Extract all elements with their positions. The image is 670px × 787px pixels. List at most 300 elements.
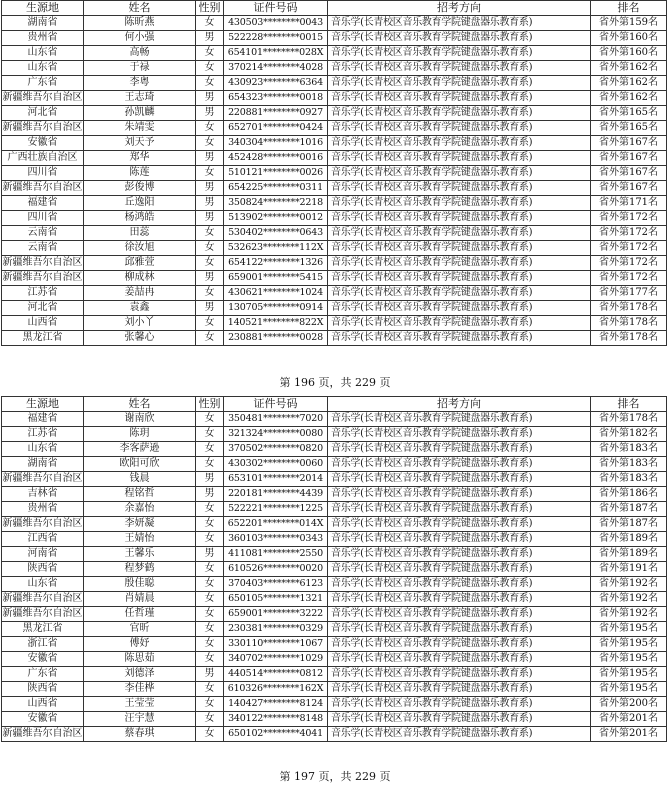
table-row <box>2 316 667 331</box>
cell-id-number: 330110********1067 <box>224 637 328 652</box>
cell-name: 丘逸阳 <box>84 196 196 211</box>
cell-name: 肖婧晨 <box>84 592 196 607</box>
cell-gender: 女 <box>196 16 224 31</box>
cell-id-number: 452428********0016 <box>224 151 328 166</box>
cell-direction: 音乐学(长青校区音乐教育学院键盘器乐教育系) <box>328 637 591 652</box>
column-header-name: 姓名 <box>84 397 196 412</box>
cell-gender: 男 <box>196 31 224 46</box>
cell-gender: 女 <box>196 562 224 577</box>
cell-direction: 音乐学(长青校区音乐教育学院键盘器乐教育系) <box>328 622 591 637</box>
cell-origin: 陕西省 <box>2 682 84 697</box>
table-row <box>2 547 667 562</box>
cell-origin: 山东省 <box>2 61 84 76</box>
cell-rank: 省外第172名 <box>591 226 667 241</box>
table-row <box>2 76 667 91</box>
cell-id-number: 659001********5415 <box>224 271 328 286</box>
cell-name: 朱靖雯 <box>84 121 196 136</box>
table-row <box>2 136 667 151</box>
cell-id-number: 659001********3222 <box>224 607 328 622</box>
cell-name: 任哲瑾 <box>84 607 196 622</box>
cell-name: 李妍凝 <box>84 517 196 532</box>
table-row <box>2 562 667 577</box>
page-196 <box>0 0 670 346</box>
cell-rank: 省外第189名 <box>591 532 667 547</box>
table-row <box>2 181 667 196</box>
cell-origin: 山西省 <box>2 697 84 712</box>
cell-name: 高畅 <box>84 46 196 61</box>
cell-gender: 女 <box>196 46 224 61</box>
cell-origin: 新疆维吾尔自治区 <box>2 517 84 532</box>
cell-rank: 省外第200名 <box>591 697 667 712</box>
cell-gender: 男 <box>196 181 224 196</box>
cell-direction: 音乐学(长青校区音乐教育学院键盘器乐教育系) <box>328 166 591 181</box>
table-row <box>2 532 667 547</box>
table-row <box>2 457 667 472</box>
cell-direction: 音乐学(长青校区音乐教育学院键盘器乐教育系) <box>328 151 591 166</box>
cell-rank: 省外第186名 <box>591 487 667 502</box>
cell-id-number: 430923********6364 <box>224 76 328 91</box>
cell-origin: 江苏省 <box>2 427 84 442</box>
table-row <box>2 121 667 136</box>
cell-rank: 省外第160名 <box>591 31 667 46</box>
cell-direction: 音乐学(长青校区音乐教育学院键盘器乐教育系) <box>328 592 591 607</box>
cell-id-number: 522221********1225 <box>224 502 328 517</box>
cell-origin: 福建省 <box>2 196 84 211</box>
cell-gender: 女 <box>196 427 224 442</box>
cell-direction: 音乐学(长青校区音乐教育学院键盘器乐教育系) <box>328 76 591 91</box>
page-197 <box>0 396 670 742</box>
cell-rank: 省外第192名 <box>591 577 667 592</box>
table-row <box>2 517 667 532</box>
cell-name: 袁鑫 <box>84 301 196 316</box>
cell-direction: 音乐学(长青校区音乐教育学院键盘器乐教育系) <box>328 607 591 622</box>
cell-name: 王志琦 <box>84 91 196 106</box>
cell-id-number: 430621********1024 <box>224 286 328 301</box>
cell-id-number: 350481********7020 <box>224 412 328 427</box>
cell-gender: 女 <box>196 517 224 532</box>
cell-origin: 河南省 <box>2 547 84 562</box>
cell-origin: 四川省 <box>2 211 84 226</box>
cell-direction: 音乐学(长青校区音乐教育学院键盘器乐教育系) <box>328 31 591 46</box>
table-row <box>2 46 667 61</box>
cell-name: 李佳桦 <box>84 682 196 697</box>
table-row <box>2 256 667 271</box>
cell-name: 郑华 <box>84 151 196 166</box>
cell-direction: 音乐学(长青校区音乐教育学院键盘器乐教育系) <box>328 427 591 442</box>
cell-rank: 省外第192名 <box>591 592 667 607</box>
cell-origin: 河北省 <box>2 106 84 121</box>
cell-name: 王婧怡 <box>84 532 196 547</box>
cell-id-number: 370502********0820 <box>224 442 328 457</box>
cell-rank: 省外第159名 <box>591 16 667 31</box>
cell-gender: 女 <box>196 457 224 472</box>
table-row <box>2 502 667 517</box>
cell-name: 余嘉怡 <box>84 502 196 517</box>
cell-id-number: 532623********112X <box>224 241 328 256</box>
cell-rank: 省外第192名 <box>591 607 667 622</box>
cell-name: 欧阳可欣 <box>84 457 196 472</box>
cell-name: 陈思茹 <box>84 652 196 667</box>
cell-gender: 女 <box>196 61 224 76</box>
cell-origin: 广东省 <box>2 76 84 91</box>
cell-gender: 女 <box>196 412 224 427</box>
cell-id-number: 654323********0018 <box>224 91 328 106</box>
cell-rank: 省外第187名 <box>591 517 667 532</box>
cell-direction: 音乐学(长青校区音乐教育学院键盘器乐教育系) <box>328 46 591 61</box>
cell-name: 姜喆冉 <box>84 286 196 301</box>
cell-name: 钱晨 <box>84 472 196 487</box>
cell-rank: 省外第167名 <box>591 166 667 181</box>
cell-gender: 男 <box>196 301 224 316</box>
cell-rank: 省外第183名 <box>591 442 667 457</box>
cell-direction: 音乐学(长青校区音乐教育学院键盘器乐教育系) <box>328 331 591 346</box>
cell-id-number: 650102********4041 <box>224 727 328 742</box>
table-row <box>2 667 667 682</box>
cell-name: 程铭哲 <box>84 487 196 502</box>
table-row <box>2 31 667 46</box>
cell-rank: 省外第195名 <box>591 667 667 682</box>
cell-gender: 女 <box>196 712 224 727</box>
table-row <box>2 727 667 742</box>
table-row <box>2 331 667 346</box>
admission-table <box>1 396 667 742</box>
cell-gender: 女 <box>196 502 224 517</box>
cell-name: 邱雅萱 <box>84 256 196 271</box>
cell-direction: 音乐学(长青校区音乐教育学院键盘器乐教育系) <box>328 91 591 106</box>
cell-gender: 女 <box>196 652 224 667</box>
cell-direction: 音乐学(长青校区音乐教育学院键盘器乐教育系) <box>328 121 591 136</box>
cell-id-number: 230881********0028 <box>224 331 328 346</box>
cell-origin: 新疆维吾尔自治区 <box>2 727 84 742</box>
table-row <box>2 487 667 502</box>
cell-origin: 湖南省 <box>2 457 84 472</box>
column-header-direction: 招考方向 <box>328 1 591 16</box>
cell-direction: 音乐学(长青校区音乐教育学院键盘器乐教育系) <box>328 547 591 562</box>
cell-origin: 湖南省 <box>2 16 84 31</box>
cell-direction: 音乐学(长青校区音乐教育学院键盘器乐教育系) <box>328 61 591 76</box>
cell-id-number: 220181********4439 <box>224 487 328 502</box>
cell-direction: 音乐学(长青校区音乐教育学院键盘器乐教育系) <box>328 211 591 226</box>
cell-rank: 省外第191名 <box>591 562 667 577</box>
cell-gender: 男 <box>196 106 224 121</box>
table-row <box>2 592 667 607</box>
table-row <box>2 622 667 637</box>
cell-direction: 音乐学(长青校区音乐教育学院键盘器乐教育系) <box>328 502 591 517</box>
cell-rank: 省外第165名 <box>591 121 667 136</box>
table-row <box>2 442 667 457</box>
table-body <box>2 412 667 742</box>
cell-gender: 女 <box>196 607 224 622</box>
cell-name: 刘天予 <box>84 136 196 151</box>
cell-rank: 省外第172名 <box>591 271 667 286</box>
cell-name: 于禄 <box>84 61 196 76</box>
cell-origin: 山东省 <box>2 442 84 457</box>
cell-id-number: 650105********1321 <box>224 592 328 607</box>
cell-name: 陈玥 <box>84 427 196 442</box>
cell-direction: 音乐学(长青校区音乐教育学院键盘器乐教育系) <box>328 577 591 592</box>
cell-direction: 音乐学(长青校区音乐教育学院键盘器乐教育系) <box>328 226 591 241</box>
cell-gender: 女 <box>196 532 224 547</box>
cell-name: 殷佳聪 <box>84 577 196 592</box>
cell-rank: 省外第178名 <box>591 301 667 316</box>
table-row <box>2 427 667 442</box>
cell-id-number: 340122********8148 <box>224 712 328 727</box>
cell-direction: 音乐学(长青校区音乐教育学院键盘器乐教育系) <box>328 241 591 256</box>
cell-gender: 男 <box>196 271 224 286</box>
cell-rank: 省外第167名 <box>591 181 667 196</box>
cell-origin: 四川省 <box>2 166 84 181</box>
cell-rank: 省外第195名 <box>591 637 667 652</box>
cell-direction: 音乐学(长青校区音乐教育学院键盘器乐教育系) <box>328 256 591 271</box>
cell-name: 柳成林 <box>84 271 196 286</box>
cell-rank: 省外第162名 <box>591 61 667 76</box>
cell-id-number: 430503********0043 <box>224 16 328 31</box>
cell-name: 谢南欣 <box>84 412 196 427</box>
cell-gender: 男 <box>196 151 224 166</box>
cell-id-number: 340702********1029 <box>224 652 328 667</box>
column-header-id-number: 证件号码 <box>224 397 328 412</box>
cell-rank: 省外第195名 <box>591 682 667 697</box>
cell-id-number: 522228********0015 <box>224 31 328 46</box>
cell-name: 官昕 <box>84 622 196 637</box>
cell-origin: 云南省 <box>2 226 84 241</box>
table-row <box>2 106 667 121</box>
column-header-id-number: 证件号码 <box>224 1 328 16</box>
cell-gender: 女 <box>196 592 224 607</box>
cell-origin: 河北省 <box>2 301 84 316</box>
cell-rank: 省外第172名 <box>591 241 667 256</box>
cell-gender: 女 <box>196 166 224 181</box>
cell-direction: 音乐学(长青校区音乐教育学院键盘器乐教育系) <box>328 532 591 547</box>
cell-direction: 音乐学(长青校区音乐教育学院键盘器乐教育系) <box>328 301 591 316</box>
cell-direction: 音乐学(长青校区音乐教育学院键盘器乐教育系) <box>328 562 591 577</box>
cell-direction: 音乐学(长青校区音乐教育学院键盘器乐教育系) <box>328 697 591 712</box>
cell-id-number: 370214********4028 <box>224 61 328 76</box>
cell-id-number: 340304********1016 <box>224 136 328 151</box>
cell-origin: 新疆维吾尔自治区 <box>2 121 84 136</box>
cell-rank: 省外第178名 <box>591 316 667 331</box>
table-row <box>2 16 667 31</box>
cell-direction: 音乐学(长青校区音乐教育学院键盘器乐教育系) <box>328 487 591 502</box>
cell-origin: 山西省 <box>2 316 84 331</box>
cell-rank: 省外第167名 <box>591 136 667 151</box>
cell-rank: 省外第167名 <box>591 151 667 166</box>
cell-direction: 音乐学(长青校区音乐教育学院键盘器乐教育系) <box>328 712 591 727</box>
cell-origin: 贵州省 <box>2 31 84 46</box>
cell-id-number: 513902********0012 <box>224 211 328 226</box>
cell-origin: 安徽省 <box>2 712 84 727</box>
cell-direction: 音乐学(长青校区音乐教育学院键盘器乐教育系) <box>328 442 591 457</box>
cell-name: 陈昕燕 <box>84 16 196 31</box>
cell-name: 孙凯麟 <box>84 106 196 121</box>
cell-direction: 音乐学(长青校区音乐教育学院键盘器乐教育系) <box>328 271 591 286</box>
cell-id-number: 321324********0080 <box>224 427 328 442</box>
cell-id-number: 652701********0424 <box>224 121 328 136</box>
cell-name: 田蕊 <box>84 226 196 241</box>
cell-origin: 吉林省 <box>2 487 84 502</box>
cell-rank: 省外第178名 <box>591 412 667 427</box>
cell-id-number: 350824********2218 <box>224 196 328 211</box>
cell-direction: 音乐学(长青校区音乐教育学院键盘器乐教育系) <box>328 727 591 742</box>
cell-name: 彭俊博 <box>84 181 196 196</box>
cell-gender: 女 <box>196 331 224 346</box>
cell-gender: 女 <box>196 622 224 637</box>
cell-gender: 男 <box>196 487 224 502</box>
cell-id-number: 220881********0927 <box>224 106 328 121</box>
table-row <box>2 226 667 241</box>
table-row <box>2 91 667 106</box>
cell-name: 汪宇慧 <box>84 712 196 727</box>
table-row <box>2 211 667 226</box>
table-row <box>2 577 667 592</box>
cell-name: 李客萨逊 <box>84 442 196 457</box>
table-body <box>2 16 667 346</box>
cell-name: 张馨心 <box>84 331 196 346</box>
cell-id-number: 652201********014X <box>224 517 328 532</box>
column-header-rank: 排名 <box>591 1 667 16</box>
cell-rank: 省外第201名 <box>591 712 667 727</box>
cell-id-number: 654225********0311 <box>224 181 328 196</box>
cell-id-number: 610326********162X <box>224 682 328 697</box>
cell-direction: 音乐学(长青校区音乐教育学院键盘器乐教育系) <box>328 181 591 196</box>
cell-rank: 省外第183名 <box>591 472 667 487</box>
cell-gender: 女 <box>196 727 224 742</box>
cell-direction: 音乐学(长青校区音乐教育学院键盘器乐教育系) <box>328 412 591 427</box>
page-footer: 第 196 页，共 229 页 <box>279 376 391 389</box>
cell-direction: 音乐学(长青校区音乐教育学院键盘器乐教育系) <box>328 286 591 301</box>
table-row <box>2 637 667 652</box>
column-header-name: 姓名 <box>84 1 196 16</box>
cell-origin: 黑龙江省 <box>2 622 84 637</box>
cell-id-number: 370403********6123 <box>224 577 328 592</box>
cell-id-number: 610526********0020 <box>224 562 328 577</box>
cell-rank: 省外第171名 <box>591 196 667 211</box>
cell-rank: 省外第172名 <box>591 211 667 226</box>
column-header-gender: 性别 <box>196 1 224 16</box>
cell-name: 王莹莹 <box>84 697 196 712</box>
cell-direction: 音乐学(长青校区音乐教育学院键盘器乐教育系) <box>328 457 591 472</box>
cell-id-number: 510121********0026 <box>224 166 328 181</box>
cell-origin: 江苏省 <box>2 286 84 301</box>
cell-name: 陈莲 <box>84 166 196 181</box>
cell-direction: 音乐学(长青校区音乐教育学院键盘器乐教育系) <box>328 136 591 151</box>
table-row <box>2 472 667 487</box>
cell-id-number: 654101********028X <box>224 46 328 61</box>
admission-table <box>1 0 667 346</box>
cell-id-number: 411081********2550 <box>224 547 328 562</box>
cell-id-number: 430302********0060 <box>224 457 328 472</box>
cell-direction: 音乐学(长青校区音乐教育学院键盘器乐教育系) <box>328 652 591 667</box>
column-header-direction: 招考方向 <box>328 397 591 412</box>
table-row <box>2 166 667 181</box>
cell-gender: 女 <box>196 577 224 592</box>
cell-origin: 福建省 <box>2 412 84 427</box>
cell-origin: 新疆维吾尔自治区 <box>2 472 84 487</box>
cell-gender: 男 <box>196 196 224 211</box>
cell-id-number: 140521********822X <box>224 316 328 331</box>
table-header-row <box>2 397 667 412</box>
cell-rank: 省外第177名 <box>591 286 667 301</box>
cell-gender: 男 <box>196 667 224 682</box>
cell-rank: 省外第178名 <box>591 331 667 346</box>
cell-id-number: 530402********0643 <box>224 226 328 241</box>
cell-rank: 省外第189名 <box>591 547 667 562</box>
table-row <box>2 271 667 286</box>
cell-origin: 新疆维吾尔自治区 <box>2 256 84 271</box>
cell-gender: 女 <box>196 226 224 241</box>
cell-gender: 女 <box>196 76 224 91</box>
cell-id-number: 230381********0329 <box>224 622 328 637</box>
cell-origin: 新疆维吾尔自治区 <box>2 91 84 106</box>
cell-gender: 女 <box>196 316 224 331</box>
cell-rank: 省外第201名 <box>591 727 667 742</box>
column-header-origin: 生源地 <box>2 1 84 16</box>
cell-id-number: 130705********0914 <box>224 301 328 316</box>
cell-origin: 广西壮族自治区 <box>2 151 84 166</box>
cell-id-number: 140427********8124 <box>224 697 328 712</box>
cell-gender: 女 <box>196 121 224 136</box>
table-header-row <box>2 1 667 16</box>
cell-gender: 女 <box>196 697 224 712</box>
cell-direction: 音乐学(长青校区音乐教育学院键盘器乐教育系) <box>328 472 591 487</box>
cell-origin: 新疆维吾尔自治区 <box>2 271 84 286</box>
cell-rank: 省外第195名 <box>591 622 667 637</box>
cell-gender: 女 <box>196 286 224 301</box>
table-row <box>2 301 667 316</box>
cell-origin: 云南省 <box>2 241 84 256</box>
cell-origin: 贵州省 <box>2 502 84 517</box>
cell-origin: 黑龙江省 <box>2 331 84 346</box>
cell-origin: 安徽省 <box>2 136 84 151</box>
cell-direction: 音乐学(长青校区音乐教育学院键盘器乐教育系) <box>328 517 591 532</box>
cell-origin: 山东省 <box>2 577 84 592</box>
table-row <box>2 61 667 76</box>
cell-gender: 女 <box>196 682 224 697</box>
cell-name: 刘小丫 <box>84 316 196 331</box>
cell-id-number: 360103********0343 <box>224 532 328 547</box>
cell-rank: 省外第162名 <box>591 76 667 91</box>
column-header-origin: 生源地 <box>2 397 84 412</box>
cell-origin: 新疆维吾尔自治区 <box>2 181 84 196</box>
cell-gender: 女 <box>196 256 224 271</box>
cell-name: 徐汝旭 <box>84 241 196 256</box>
table-row <box>2 241 667 256</box>
cell-id-number: 654122********1326 <box>224 256 328 271</box>
column-header-rank: 排名 <box>591 397 667 412</box>
cell-id-number: 440514********0812 <box>224 667 328 682</box>
table-row <box>2 286 667 301</box>
cell-origin: 江西省 <box>2 532 84 547</box>
cell-origin: 广东省 <box>2 667 84 682</box>
cell-name: 程梦鹤 <box>84 562 196 577</box>
cell-origin: 陕西省 <box>2 562 84 577</box>
table-row <box>2 682 667 697</box>
cell-rank: 省外第165名 <box>591 106 667 121</box>
cell-name: 李粤 <box>84 76 196 91</box>
cell-gender: 女 <box>196 442 224 457</box>
table-row <box>2 607 667 622</box>
cell-origin: 浙江省 <box>2 637 84 652</box>
cell-name: 蔡春琪 <box>84 727 196 742</box>
cell-gender: 男 <box>196 211 224 226</box>
table-row <box>2 151 667 166</box>
cell-rank: 省外第183名 <box>591 457 667 472</box>
cell-origin: 新疆维吾尔自治区 <box>2 607 84 622</box>
cell-gender: 男 <box>196 472 224 487</box>
table-row <box>2 652 667 667</box>
cell-id-number: 653101********2014 <box>224 472 328 487</box>
cell-name: 王馨乐 <box>84 547 196 562</box>
